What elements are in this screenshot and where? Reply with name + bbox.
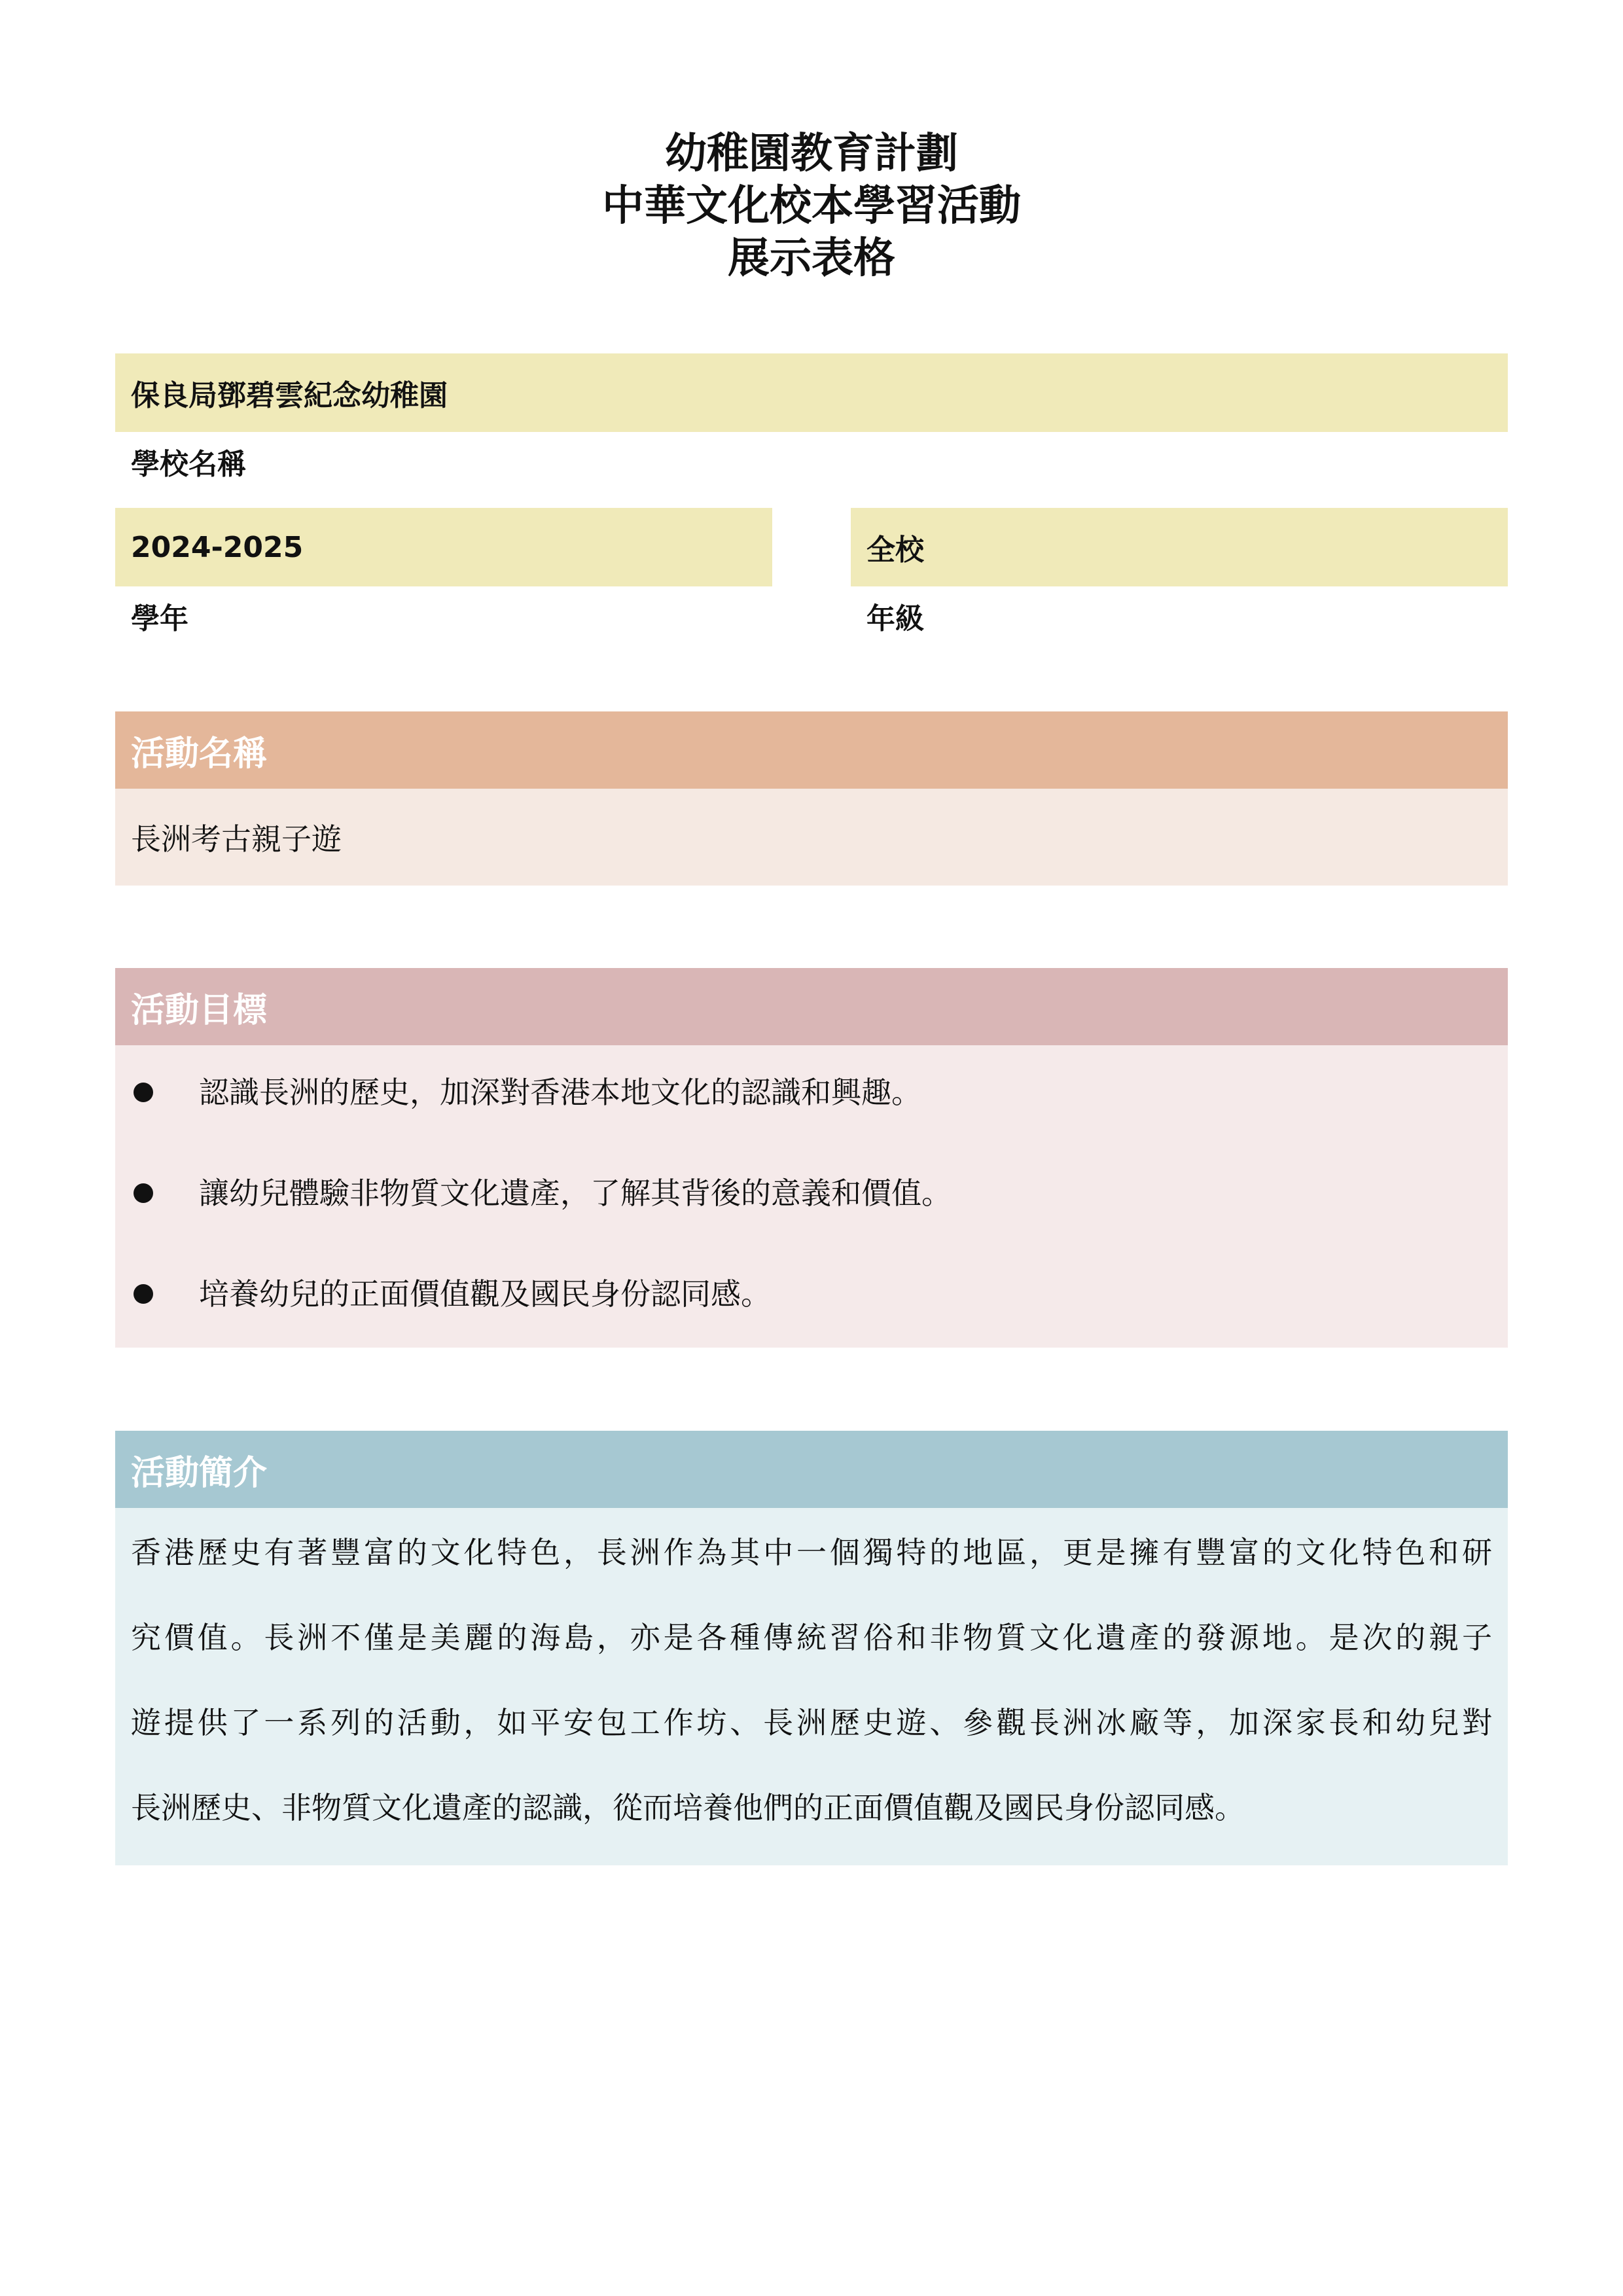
activity-name-heading: 活動名稱 <box>131 734 268 774</box>
introduction-line: 長洲歷史、非物質文化遺產的認識，從而培養他們的正面價值觀及國民身份認同感。 <box>131 1790 1245 1825</box>
school-year-label: 學年 <box>131 602 188 636</box>
introduction-line: 香港歷史有著豐富的文化特色，長洲作為其中一個獨特的地區，更是擁有豐富的文化特色和研 <box>131 1535 1492 1570</box>
objectives-heading: 活動目標 <box>131 990 268 1030</box>
introduction-line: 遊提供了一系列的活動，如平安包工作坊、長洲歷史遊、參觀長洲冰廠等，加深家長和幼兒對 <box>131 1705 1492 1740</box>
bullet-icon <box>134 1083 153 1102</box>
school-year-field <box>115 508 772 586</box>
title-line-3: 展示表格 <box>728 234 895 283</box>
bullet-icon <box>134 1284 153 1304</box>
form-title <box>0 128 1623 285</box>
objectives-header <box>115 968 1508 1045</box>
school-name-field <box>115 353 1508 432</box>
introduction-line: 究價值。長洲不僅是美麗的海島，亦是各種傳統習俗和非物質文化遺產的發源地。是次的親子 <box>131 1620 1492 1655</box>
bullet-icon <box>134 1183 153 1203</box>
grade-label: 年級 <box>866 602 924 636</box>
introduction-body <box>115 1508 1508 1865</box>
activity-name-value: 長洲考古親子遊 <box>131 821 342 857</box>
school-name-value: 保良局鄧碧雲紀念幼稚園 <box>131 379 448 412</box>
objective-text: 培養幼兒的正面價值觀及國民身份認同感。 <box>199 1276 771 1312</box>
grade-value: 全校 <box>866 533 924 567</box>
introduction-header <box>115 1431 1508 1508</box>
school-year-value: 2024-2025 <box>131 530 304 564</box>
school-name-label: 學校名稱 <box>131 448 246 481</box>
title-line-1: 幼稚園教育計劃 <box>665 130 958 178</box>
activity-name-body <box>115 789 1508 886</box>
list-item <box>115 1174 1508 1213</box>
introduction-heading: 活動簡介 <box>131 1453 268 1493</box>
objective-text: 認識長洲的歷史，加深對香港本地文化的認識和興趣。 <box>199 1075 921 1110</box>
list-item <box>115 1073 1508 1112</box>
activity-name-header <box>115 711 1508 789</box>
objectives-body <box>115 1045 1508 1348</box>
title-line-2: 中華文化校本學習活動 <box>602 182 1021 230</box>
grade-field <box>851 508 1508 586</box>
objective-text: 讓幼兒體驗非物質文化遺產，了解其背後的意義和價值。 <box>199 1175 952 1211</box>
list-item <box>115 1274 1508 1314</box>
